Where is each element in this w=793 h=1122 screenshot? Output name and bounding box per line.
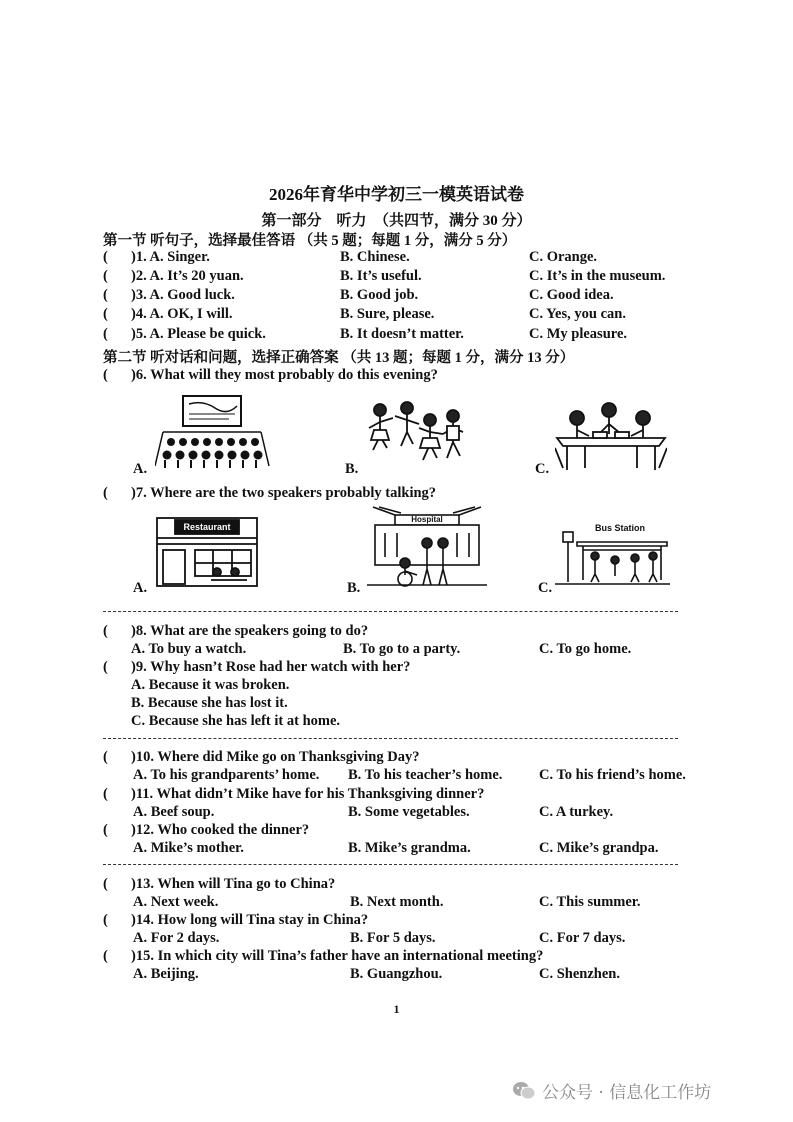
q4-option-b: B. Sure, please.	[340, 306, 435, 322]
q1-option-b: B. Chinese.	[340, 249, 410, 265]
q6-option-b[interactable]: B.	[345, 461, 359, 477]
answer-paren[interactable]: (	[103, 367, 108, 383]
q10-option-a[interactable]: A. To his grandparents’ home.	[133, 767, 320, 783]
q6-stem: )6. What will they most probably do this evening?	[131, 367, 438, 383]
q14-option-b[interactable]: B. For 5 days.	[350, 930, 436, 946]
q14-stem: )14. How long will Tina stay in China?	[131, 912, 369, 928]
q12-option-a[interactable]: A. Mike’s mother.	[133, 840, 244, 856]
q13-option-c[interactable]: C. This summer.	[539, 894, 641, 910]
q13-stem: )13. When will Tina go to China?	[131, 876, 336, 892]
q15-stem: )15. In which city will Tina’s father have an international meeting?	[131, 948, 544, 964]
q2-option-b: B. It’s useful.	[340, 268, 422, 284]
q5-option-c: C. My pleasure.	[529, 326, 628, 342]
q9-option-b[interactable]: B. Because she has lost it.	[131, 695, 288, 711]
section1-heading: 第一节 听句子，选择最佳答语 （共 5 题；每题 1 分，满分 5 分）	[103, 233, 517, 249]
q11-stem: )11. What didn’t Mike have for his Thanksgiving dinner?	[131, 786, 485, 802]
q11-option-c[interactable]: C. A turkey.	[539, 804, 614, 820]
q13-option-b[interactable]: B. Next month.	[350, 894, 444, 910]
q8-stem: )8. What are the speakers going to do?	[131, 623, 369, 639]
q14-option-a[interactable]: A. For 2 days.	[133, 930, 220, 946]
q9-stem: )9. Why hasn’t Rose had her watch with her?	[131, 659, 411, 675]
q2-option-c: C. It’s in the museum.	[529, 268, 666, 284]
q10-stem: )10. Where did Mike go on Thanksgiving Day?	[131, 749, 420, 765]
q1-option-a: )1. A. Singer.	[131, 249, 210, 265]
answer-paren[interactable]: (	[103, 749, 108, 765]
q15-option-b[interactable]: B. Guangzhou.	[350, 966, 443, 982]
q8-option-b[interactable]: B. To go to a party.	[343, 641, 461, 657]
q8-option-a[interactable]: A. To buy a watch.	[131, 641, 247, 657]
q14-option-c[interactable]: C. For 7 days.	[539, 930, 626, 946]
q9-option-a[interactable]: A. Because it was broken.	[131, 677, 290, 693]
studying-students-picture[interactable]	[555, 398, 667, 472]
watermark-text: 公众号 · 信息化工作坊	[542, 1083, 712, 1103]
answer-paren[interactable]: (	[103, 306, 108, 322]
restaurant-picture[interactable]	[155, 514, 260, 588]
q8-option-c[interactable]: C. To go home.	[539, 641, 632, 657]
answer-paren[interactable]: (	[103, 268, 108, 284]
q3-option-c: C. Good idea.	[529, 287, 614, 303]
bus-station-sign: Bus Station	[595, 523, 646, 533]
page-number: 1	[393, 1002, 400, 1016]
restaurant-sign: Restaurant	[183, 522, 231, 532]
divider	[103, 611, 678, 612]
q7-option-a[interactable]: A.	[133, 580, 148, 596]
q12-option-c[interactable]: C. Mike’s grandpa.	[539, 840, 659, 856]
answer-paren[interactable]: (	[103, 912, 108, 928]
section2-heading: 第二节 听对话和问题，选择正确答案 （共 13 题；每题 1 分，满分 13 分）	[103, 350, 575, 366]
answer-paren[interactable]: (	[103, 876, 108, 892]
q4-option-a: )4. A. OK, I will.	[131, 306, 233, 322]
q12-option-b[interactable]: B. Mike’s grandma.	[348, 840, 471, 856]
q5-option-a: )5. A. Please be quick.	[131, 326, 266, 342]
answer-paren[interactable]: (	[103, 485, 108, 501]
q12-stem: )12. Who cooked the dinner?	[131, 822, 310, 838]
wechat-icon	[512, 1080, 536, 1102]
q10-option-c[interactable]: C. To his friend’s home.	[539, 767, 686, 783]
answer-paren[interactable]: (	[103, 822, 108, 838]
q7-stem: )7. Where are the two speakers probably talking?	[131, 485, 437, 501]
divider	[103, 738, 678, 739]
hospital-sign: Hospital	[411, 515, 443, 524]
q10-option-b[interactable]: B. To his teacher’s home.	[348, 767, 503, 783]
answer-paren[interactable]: (	[103, 287, 108, 303]
q13-option-a[interactable]: A. Next week.	[133, 894, 219, 910]
bus-station-picture[interactable]	[555, 522, 670, 586]
q15-option-a[interactable]: A. Beijing.	[133, 966, 199, 982]
part-heading: 第一部分 听力 （共四节，满分 30 分）	[261, 213, 532, 229]
watermark	[512, 1078, 711, 1103]
dancing-children-picture[interactable]	[365, 398, 470, 468]
q9-option-c[interactable]: C. Because she has left it at home.	[131, 713, 341, 729]
q2-option-a: )2. A. It’s 20 yuan.	[131, 268, 244, 284]
q3-option-b: B. Good job.	[340, 287, 419, 303]
q3-option-a: )3. A. Good luck.	[131, 287, 235, 303]
cinema-picture[interactable]	[155, 392, 270, 470]
q15-option-c[interactable]: C. Shenzhen.	[539, 966, 620, 982]
answer-paren[interactable]: (	[103, 623, 108, 639]
q4-option-c: C. Yes, you can.	[529, 306, 626, 322]
answer-paren[interactable]: (	[103, 249, 108, 265]
q7-option-c[interactable]: C.	[538, 580, 553, 596]
q6-option-a[interactable]: A.	[133, 461, 148, 477]
q6-option-c[interactable]: C.	[535, 461, 550, 477]
answer-paren[interactable]: (	[103, 948, 108, 964]
answer-paren[interactable]: (	[103, 326, 108, 342]
answer-paren[interactable]: (	[103, 659, 108, 675]
q11-option-b[interactable]: B. Some vegetables.	[348, 804, 470, 820]
divider	[103, 864, 678, 865]
q7-option-b[interactable]: B.	[347, 580, 361, 596]
q11-option-a[interactable]: A. Beef soup.	[133, 804, 215, 820]
exam-title: 2026年育华中学初三一模英语试卷	[269, 185, 524, 204]
answer-paren[interactable]: (	[103, 786, 108, 802]
q1-option-c: C. Orange.	[529, 249, 598, 265]
q5-option-b: B. It doesn’t matter.	[340, 326, 464, 342]
hospital-picture[interactable]	[367, 505, 487, 587]
